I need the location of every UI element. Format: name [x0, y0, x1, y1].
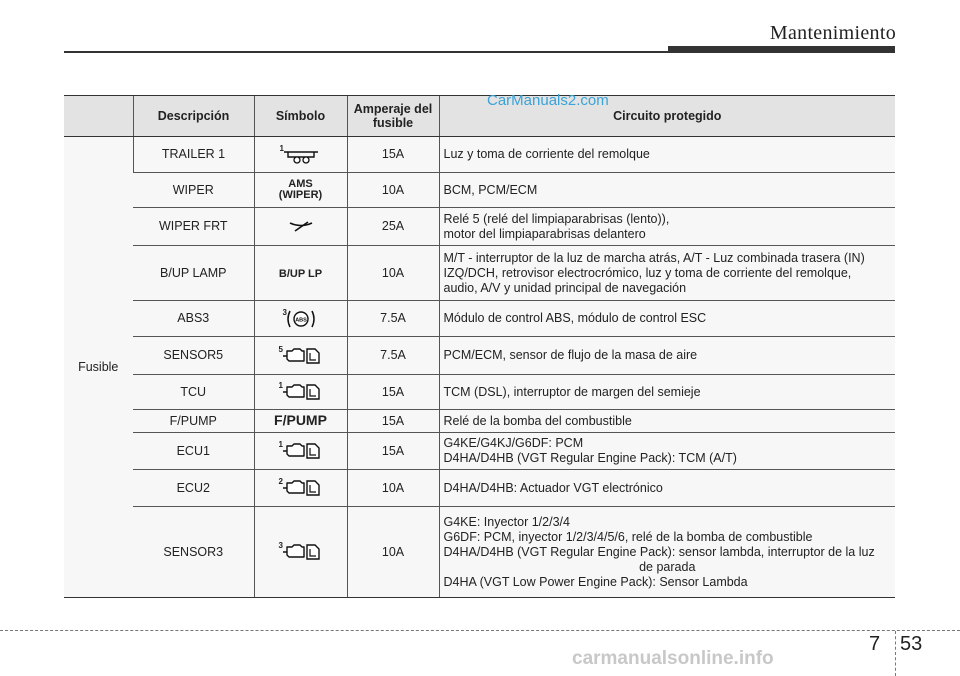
symbol-text: B/UP LP [278, 267, 323, 280]
fuse-amperage: 10A [347, 246, 439, 301]
symbol-number: 1 [278, 381, 283, 390]
watermark-bottom: carmanualsonline.info [572, 648, 774, 669]
header-group [64, 96, 133, 137]
fuse-description: ABS3 [133, 301, 254, 337]
circuit-line: audio, A/V y unidad principal de navegación [443, 280, 687, 295]
table-row [64, 410, 895, 433]
table-row [64, 208, 895, 246]
circuit-line: IZQ/DCH, retrovisor electrocrómico, luz y toma de corriente del remolque, [443, 265, 852, 280]
fuse-amperage: 15A [347, 375, 439, 410]
circuit-line: Módulo de control ABS, módulo de control ESC [443, 311, 707, 325]
fuse-amperage: 7.5A [347, 337, 439, 375]
fuse-circuit [439, 410, 895, 433]
header-description: Descripción [133, 96, 254, 137]
fuse-circuit [439, 301, 895, 337]
circuit-line: TCM (DSL), interruptor de margen del semieje [443, 384, 701, 399]
symbol-number: 1 [278, 440, 283, 449]
symbol-number: 5 [278, 344, 283, 354]
fuse-circuit [439, 337, 895, 375]
fuse-amperage: 10A [347, 470, 439, 507]
circuit-line: D4HA/D4HB (VGT Regular Engine Pack): TCM (A/T) [443, 451, 737, 465]
table-row [64, 507, 895, 598]
table-row [64, 301, 895, 337]
engine-icon [277, 476, 325, 500]
fuse-symbol [254, 137, 347, 173]
header-symbol: Símbolo [254, 96, 347, 137]
circuit-line: G4KE/G4KJ/G6DF: PCM [443, 436, 584, 450]
circuit-line: D4HA/D4HB (VGT Regular Engine Pack): sensor lambda, interruptor de la luz [443, 544, 875, 559]
circuit-line: de parada [639, 559, 696, 574]
fuse-amperage: 10A [347, 507, 439, 598]
section-number: 7 [869, 633, 881, 655]
symbol-number: 1 [279, 143, 284, 153]
footer-separator [895, 631, 896, 676]
table-row [64, 433, 895, 470]
page-header-title: Mantenimiento [769, 22, 896, 44]
fuse-circuit [439, 246, 895, 301]
fuse-description: ECU1 [133, 433, 254, 470]
abs-icon [281, 307, 321, 331]
fuse-circuit [439, 173, 895, 208]
svg-text:ABS: ABS [294, 317, 307, 323]
fuse-symbol [254, 410, 347, 433]
circuit-line: motor del limpiaparabrisas delantero [443, 226, 646, 241]
header-amperage: Amperaje del fusible [347, 96, 439, 137]
footer-rule [0, 630, 960, 631]
fuse-symbol [254, 337, 347, 375]
symbol-number: 2 [278, 477, 283, 486]
fuse-circuit [439, 375, 895, 410]
fuse-description: TRAILER 1 [133, 137, 254, 173]
circuit-line: Luz y toma de corriente del remolque [443, 147, 650, 161]
fuse-circuit [439, 208, 895, 246]
fuse-description: TCU [133, 375, 254, 410]
circuit-line: Relé 5 (relé del limpiaparabrisas (lento)), [443, 211, 670, 226]
symbol-number: 3 [278, 541, 283, 550]
header-rule [64, 51, 669, 53]
circuit-line: BCM, PCM/ECM [443, 182, 538, 197]
fuse-symbol [254, 246, 347, 301]
fuse-amperage: 15A [347, 137, 439, 173]
fuse-description: WIPER [133, 173, 254, 208]
fuse-symbol [254, 301, 347, 337]
fuse-symbol [254, 470, 347, 507]
fuse-description: B/UP LAMP [133, 246, 254, 301]
engine-icon [277, 439, 325, 463]
fuse-description: WIPER FRT [133, 208, 254, 246]
group-label: Fusible [64, 137, 133, 598]
engine-icon [277, 540, 325, 564]
circuit-line: G4KE: Inyector 1/2/3/4 [443, 514, 570, 529]
table-row [64, 337, 895, 375]
fuse-symbol [254, 173, 347, 208]
circuit-line: M/T - interruptor de la luz de marcha atrás, A/T - Luz combinada trasera (IN) [443, 250, 865, 265]
fuse-amperage: 7.5A [347, 301, 439, 337]
symbol-number: 3 [282, 307, 287, 317]
table-row [64, 470, 895, 507]
fuse-symbol [254, 208, 347, 246]
fuse-amperage: 15A [347, 433, 439, 470]
header-circuit: Circuito protegido [439, 96, 895, 137]
fuse-circuit [439, 433, 895, 470]
table-row [64, 246, 895, 301]
page-number: 53 [900, 633, 923, 655]
fuse-symbol [254, 507, 347, 598]
engine-icon [277, 380, 325, 404]
fuse-symbol [254, 433, 347, 470]
symbol-text: (WIPER) [278, 188, 323, 201]
fuse-amperage: 25A [347, 208, 439, 246]
table-row [64, 173, 895, 208]
fuse-symbol [254, 375, 347, 410]
fuse-circuit [439, 507, 895, 598]
wiper-icon [281, 216, 321, 238]
circuit-line: G6DF: PCM, inyector 1/2/3/4/5/6, relé de la bomba de combustible [443, 529, 813, 544]
fuse-amperage: 15A [347, 410, 439, 433]
watermark-top: CarManuals2.com [487, 92, 609, 109]
trailer-icon [278, 143, 324, 167]
fuse-description: SENSOR3 [133, 507, 254, 598]
fuse-description: ECU2 [133, 470, 254, 507]
fuse-table [64, 95, 895, 598]
fuse-circuit [439, 470, 895, 507]
fuse-circuit [439, 137, 895, 173]
circuit-line: Relé de la bomba del combustible [443, 413, 632, 428]
fuse-description: SENSOR5 [133, 337, 254, 375]
header-rule-bar [668, 46, 895, 53]
table-header-row [64, 96, 895, 137]
table-row [64, 137, 895, 173]
fuse-amperage: 10A [347, 173, 439, 208]
table-row [64, 375, 895, 410]
fuse-description: F/PUMP [133, 410, 254, 433]
circuit-line: D4HA/D4HB: Actuador VGT electrónico [443, 480, 663, 495]
symbol-text: F/PUMP [274, 411, 327, 428]
circuit-line: D4HA (VGT Low Power Engine Pack): Sensor Lambda [443, 574, 748, 589]
circuit-line: PCM/ECM, sensor de flujo de la masa de aire [443, 348, 698, 362]
symbol-text: AMS [288, 177, 313, 190]
engine-icon [277, 344, 325, 368]
